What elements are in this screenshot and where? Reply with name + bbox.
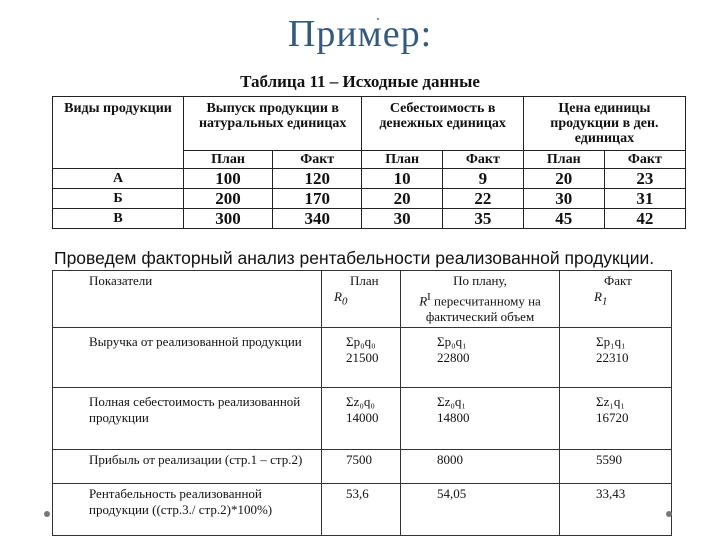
recalc-value: 22800: [437, 350, 470, 366]
cell-value: 100: [184, 169, 273, 189]
recalc-cell: [401, 388, 560, 450]
cell-value: 10: [362, 169, 443, 189]
table-row: [53, 209, 686, 229]
th-recalc-line2: [405, 289, 555, 325]
th-fact-r1: [560, 271, 672, 328]
fact-value: 5590: [560, 450, 672, 484]
row-label-text: Прибыль от реализации (стр.1 – стр.2): [89, 452, 303, 468]
cell-value: 200: [184, 189, 273, 209]
fact-value: 16720: [596, 410, 629, 426]
table-row: [53, 388, 672, 450]
cell-value: 170: [273, 189, 362, 209]
th-fact-label: Факт: [604, 273, 632, 288]
fact-symbol-sub: 1: [601, 295, 608, 308]
recalc-symbol-sup: I: [427, 291, 431, 303]
th-plan: План: [362, 151, 443, 169]
recalc-formula: Σz₀q₁: [437, 394, 466, 410]
plan-cell: [322, 328, 401, 388]
th-price: Цена единицы продукции в ден. единицах: [523, 97, 685, 151]
th-plan: План: [523, 151, 604, 169]
th-fact: Факт: [604, 151, 685, 169]
profitability-table: [52, 270, 672, 536]
source-data-table: [52, 96, 686, 229]
cell-value: 22: [442, 189, 523, 209]
th-output: Выпуск продукции в натуральных единицах: [184, 97, 362, 151]
table-row: [53, 484, 672, 536]
table1-caption: Таблица 11 – Исходные данные: [240, 72, 480, 91]
row-label-text: Полная себестоимость реализованной продукции: [89, 394, 301, 426]
row-label-text: Рентабельность реализованной продукции ((стр.3./ стр.2)*100%): [89, 486, 273, 518]
recalc-value: 8000: [401, 450, 560, 484]
plan-symbol-letter: R: [334, 289, 342, 304]
cell-value: 31: [604, 189, 685, 209]
row-label: [53, 484, 322, 536]
cell-value: 30: [523, 189, 604, 209]
fact-symbol-letter: R: [594, 289, 602, 304]
slide-title: Пример:: [287, 13, 433, 55]
table-row: [53, 328, 672, 388]
th-product-types: Виды продукции: [53, 97, 184, 169]
product-name: В: [53, 209, 184, 229]
table-row: [53, 169, 686, 189]
recalc-value: 14800: [437, 410, 470, 426]
product-name: А: [53, 169, 184, 189]
row-label: [53, 328, 322, 388]
plan-value: 14000: [346, 410, 379, 426]
row-label-text: Выручка от реализованной продукции: [89, 334, 302, 350]
cell-value: 20: [362, 189, 443, 209]
plan-value: 7500: [322, 450, 401, 484]
th-plan: План: [184, 151, 273, 169]
plan-value: 53,6: [322, 484, 401, 536]
th-cost: Себестоимость в денежных единицах: [362, 97, 523, 151]
product-name: Б: [53, 189, 184, 209]
row-label: [53, 388, 322, 450]
cell-value: 35: [442, 209, 523, 229]
cell-value: 23: [604, 169, 685, 189]
th-recalc-rest: пересчитанному на фактический объем: [425, 293, 541, 325]
th-recalc-line1: По плану,: [453, 273, 507, 288]
cell-value: 30: [362, 209, 443, 229]
analysis-paragraph: Проведем факторный анализ рентабельности реализованной продукции.: [54, 248, 655, 268]
plan-symbol-sub: 0: [341, 295, 348, 308]
th-fact: Факт: [273, 151, 362, 169]
decor-dot: [666, 511, 672, 517]
fact-formula: Σz₁q₁: [596, 394, 625, 410]
fact-value: 33,43: [560, 484, 672, 536]
table-row: [53, 189, 686, 209]
cell-value: 20: [523, 169, 604, 189]
th-plan-label: План: [350, 273, 379, 288]
plan-formula: Σz₀q₀: [346, 394, 375, 410]
recalc-cell: [401, 328, 560, 388]
plan-value: 21500: [346, 350, 379, 366]
plan-cell: [322, 388, 401, 450]
cell-value: 9: [442, 169, 523, 189]
plan-formula: Σp₀q₀: [346, 334, 376, 350]
fact-cell: [560, 328, 672, 388]
th-plan-r0: [322, 271, 401, 328]
fact-formula: Σp₁q₁: [596, 334, 626, 350]
table-row: [53, 450, 672, 484]
decor-dot: [44, 511, 50, 517]
fact-symbol: [564, 289, 667, 310]
fact-cell: [560, 388, 672, 450]
plan-symbol: [326, 289, 396, 310]
cell-value: 120: [273, 169, 362, 189]
recalc-symbol: R: [419, 293, 428, 309]
fact-value: 22310: [596, 350, 629, 366]
cell-value: 340: [273, 209, 362, 229]
recalc-value: 54,05: [401, 484, 560, 536]
th-recalculated: [401, 271, 560, 328]
row-label: [53, 450, 322, 484]
cell-value: 42: [604, 209, 685, 229]
th-indicators: Показатели: [53, 271, 322, 328]
cell-value: 45: [523, 209, 604, 229]
th-fact: Факт: [442, 151, 523, 169]
cell-value: 300: [184, 209, 273, 229]
recalc-formula: Σp₀q₁: [437, 334, 467, 350]
